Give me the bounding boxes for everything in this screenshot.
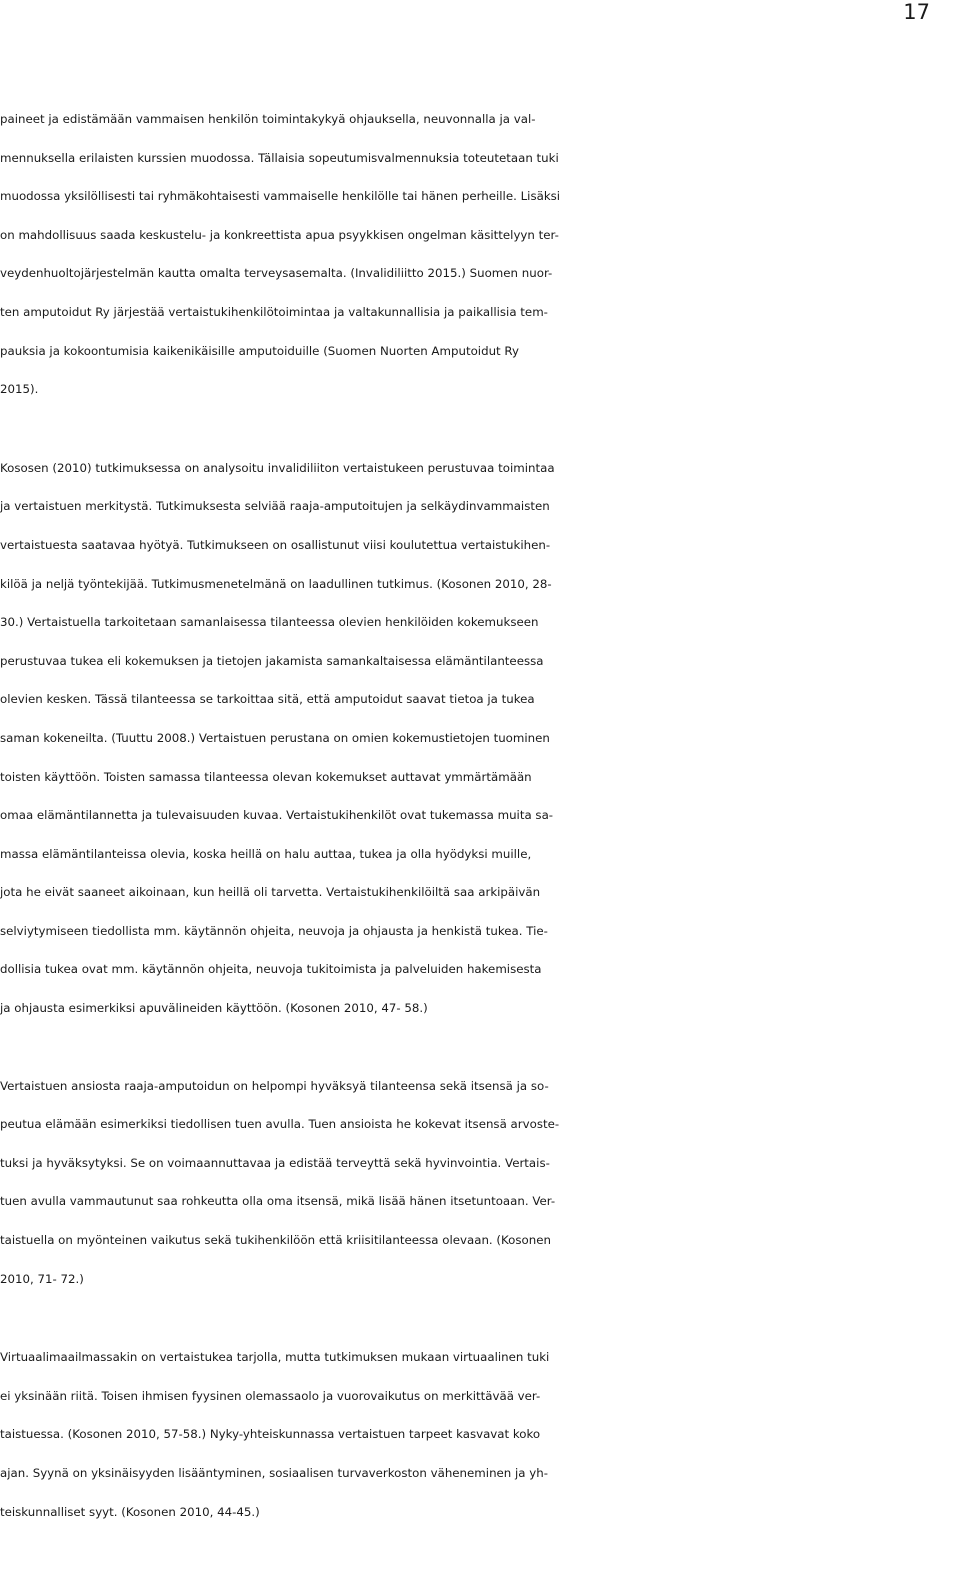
- text-line: tuksi ja hyväksytyksi. Se on voimaannuttavaa ja edistää terveyttä sekä hyvinvointia. Vertais-: [0, 1155, 550, 1170]
- text-line: teiskunnalliset syyt. (Kosonen 2010, 44-45.): [0, 1504, 260, 1519]
- paragraph-2: [0, 449, 960, 1028]
- text-line: Vertaistuen ansiosta raaja-amputoidun on helpompi hyväksyä tilanteensa sekä itsensä ja so-: [0, 1078, 549, 1093]
- text-line: toisten käyttöön. Toisten samassa tilanteessa olevan kokemukset auttavat ymmärtämään: [0, 769, 532, 784]
- text-line: taistuessa. (Kosonen 2010, 57-58.) Nyky-yhteiskunnassa vertaistuen tarpeet kasvavat koko: [0, 1427, 541, 1442]
- text-line: perustuvaa tukea eli kokemuksen ja tietojen jakamista samankaltaisessa elämäntilanteessa: [0, 653, 544, 668]
- text-line: 2015).: [0, 382, 39, 397]
- text-line: ja ohjausta esimerkiksi apuvälineiden käyttöön. (Kosonen 2010, 47- 58.): [0, 1001, 428, 1016]
- text-line: 2010, 71- 72.): [0, 1271, 84, 1286]
- text-line: mennuksella erilaisten kurssien muodossa. Tällaisia sopeutumisvalmennuksia toteutetaan tuki: [0, 150, 559, 165]
- paragraph-4: [0, 1338, 960, 1531]
- text-line: olevien kesken. Tässä tilanteessa se tarkoittaa sitä, että amputoidut saavat tietoa ja tukea: [0, 692, 535, 707]
- text-line: omaa elämäntilannetta ja tulevaisuuden kuvaa. Vertaistukihenkilöt ovat tukemassa muita sa-: [0, 808, 554, 823]
- text-line: ten amputoidut Ry järjestää vertaistukihenkilötoimintaa ja valtakunnallisia ja paikallisia tem-: [0, 304, 548, 319]
- page-number: 17: [903, 0, 930, 24]
- paragraph-1: [0, 100, 960, 409]
- text-line: peutua elämään esimerkiksi tiedollisen tuen avulla. Tuen ansioista he kokevat itsensä arvoste-: [0, 1117, 560, 1132]
- paragraph-3: [0, 1067, 960, 1299]
- text-line: taistuella on myönteinen vaikutus sekä tukihenkilöön että kriisitilanteessa olevaan. (Kosonen: [0, 1233, 551, 1248]
- text-line: on mahdollisuus saada keskustelu- ja konkreettista apua psyykkisen ongelman käsittelyyn ter-: [0, 227, 559, 242]
- text-line: 30.) Vertaistuella tarkoitetaan samanlaisessa tilanteessa olevien henkilöiden kokemukseen: [0, 615, 539, 630]
- text-line: saman kokeneilta. (Tuuttu 2008.) Vertaistuen perustana on omien kokemustietojen tuominen: [0, 730, 550, 745]
- text-line: massa elämäntilanteissa olevia, koska heillä on halu auttaa, tukea ja olla hyödyksi muille,: [0, 846, 532, 861]
- text-line: selviytymiseen tiedollista mm. käytännön ohjeita, neuvoja ja ohjausta ja henkistä tukea. Tie-: [0, 923, 548, 938]
- document-body: [0, 100, 960, 1571]
- text-line: tuen avulla vammautunut saa rohkeutta olla oma itsensä, mikä lisää hänen itsetuntoaan. Ver-: [0, 1194, 556, 1209]
- text-line: pauksia ja kokoontumisia kaikenikäisille amputoiduille (Suomen Nuorten Amputoidut Ry: [0, 343, 519, 358]
- text-line: dollisia tukea ovat mm. käytännön ohjeita, neuvoja tukitoimista ja palveluiden hakemisesta: [0, 962, 542, 977]
- text-line: Virtuaalimaailmassakin on vertaistukea tarjolla, mutta tutkimuksen mukaan virtuaalinen tuki: [0, 1350, 550, 1365]
- text-line: jota he eivät saaneet aikoinaan, kun heillä oli tarvetta. Vertaistukihenkilöiltä saa arkipäivän: [0, 885, 541, 900]
- text-line: veydenhuoltojärjestelmän kautta omalta terveysasemalta. (Invalidiliitto 2015.) Suomen nuor-: [0, 266, 553, 281]
- text-line: ja vertaistuen merkitystä. Tutkimuksesta selviää raaja-amputoitujen ja selkäydinvammaisten: [0, 499, 550, 514]
- text-line: vertaistuesta saatavaa hyötyä. Tutkimukseen on osallistunut viisi koulutettua vertaistukihen-: [0, 537, 551, 552]
- text-line: muodossa yksilöllisesti tai ryhmäkohtaisesti vammaiselle henkilölle tai hänen perheille. Lisäksi: [0, 189, 561, 204]
- text-line: ei yksinään riitä. Toisen ihmisen fyysinen olemassaolo ja vuorovaikutus on merkittävää ver-: [0, 1388, 541, 1403]
- text-line: Kososen (2010) tutkimuksessa on analysoitu invalidiliiton vertaistukeen perustuvaa toimintaa: [0, 460, 555, 475]
- text-line: paineet ja edistämään vammaisen henkilön toimintakykyä ohjauksella, neuvonnalla ja val-: [0, 112, 536, 126]
- text-line: ajan. Syynä on yksinäisyyden lisääntyminen, sosiaalisen turvaverkoston väheneminen ja yh-: [0, 1466, 548, 1480]
- text-line: kilöä ja neljä työntekijää. Tutkimusmenetelmänä on laadullinen tutkimus. (Kosonen 2010, 28-: [0, 576, 552, 591]
